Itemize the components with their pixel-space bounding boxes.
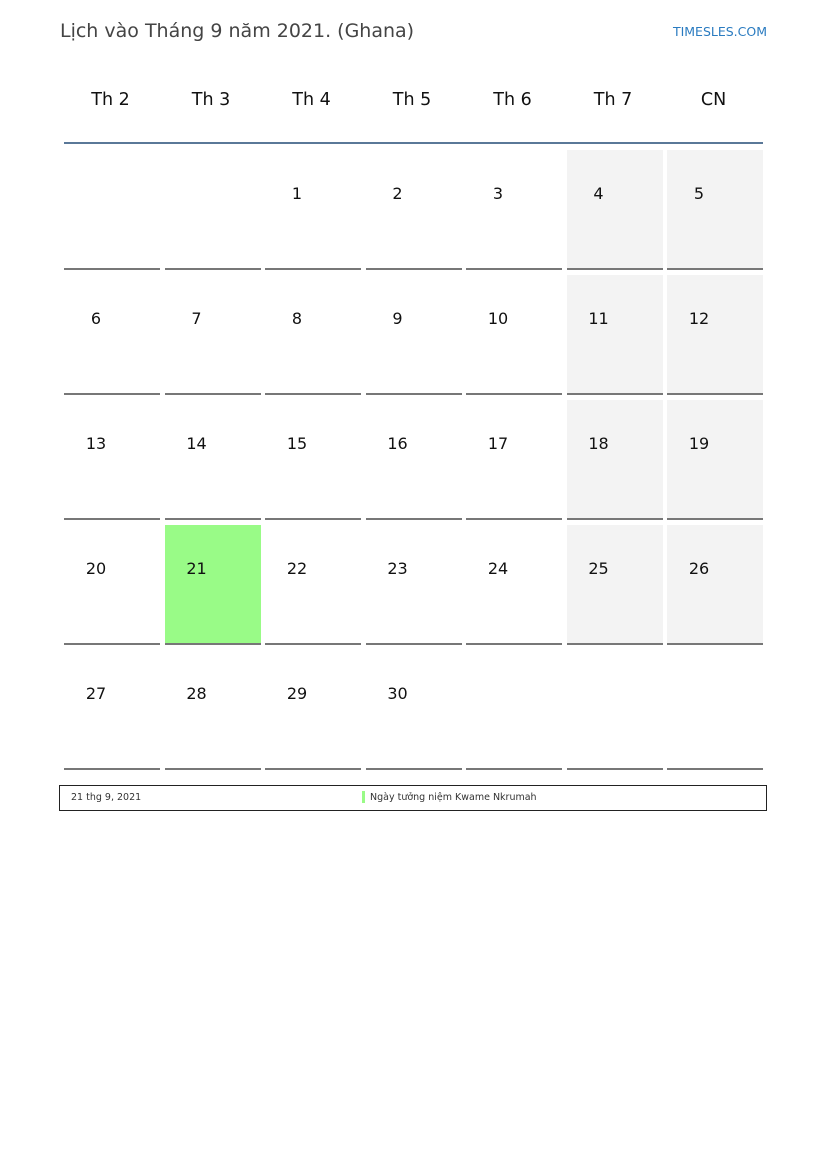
weekday-friday: Th 6 (493, 90, 532, 110)
day-number: 1 (291, 184, 303, 203)
day-cell[interactable] (667, 150, 763, 270)
holiday-legend (59, 785, 767, 811)
weekday-wednesday: Th 4 (292, 90, 331, 110)
day-cell[interactable] (466, 525, 562, 645)
day-number: 24 (487, 559, 509, 578)
weekday-saturday: Th 7 (593, 90, 633, 110)
day-number: 19 (688, 434, 710, 453)
empty-day-cell (165, 150, 261, 270)
day-number: 15 (286, 434, 308, 453)
day-cell[interactable] (265, 400, 361, 520)
weekday-monday: Th 2 (91, 90, 130, 110)
weekday-thursday: Th 5 (392, 90, 432, 110)
day-cell[interactable] (165, 275, 261, 395)
day-cell[interactable] (165, 650, 261, 770)
day-number: 22 (286, 559, 308, 578)
day-cell[interactable] (165, 525, 261, 645)
day-cell[interactable] (366, 400, 462, 520)
day-number: 29 (286, 684, 308, 703)
day-number: 10 (487, 309, 509, 328)
day-number: 30 (387, 684, 408, 703)
day-number: 9 (392, 309, 403, 328)
day-cell[interactable] (64, 400, 160, 520)
empty-day-cell (466, 650, 562, 770)
day-cell[interactable] (165, 400, 261, 520)
day-number: 5 (693, 184, 705, 203)
day-number: 6 (90, 309, 102, 328)
day-number: 16 (387, 434, 408, 453)
day-number: 3 (492, 184, 504, 203)
day-number: 21 (186, 559, 207, 578)
legend-color-swatch (362, 791, 365, 803)
day-cell[interactable] (64, 650, 160, 770)
day-cell[interactable] (366, 150, 462, 270)
legend-event-name: Ngày tưởng niệm Kwame Nkrumah (370, 792, 537, 803)
day-number: 2 (392, 184, 403, 203)
day-cell[interactable] (466, 275, 562, 395)
day-cell[interactable] (667, 275, 763, 395)
day-cell[interactable] (64, 525, 160, 645)
day-cell[interactable] (265, 525, 361, 645)
empty-day-cell (667, 650, 763, 770)
day-cell[interactable] (265, 150, 361, 270)
day-cell[interactable] (567, 400, 663, 520)
day-number: 27 (85, 684, 107, 703)
day-cell[interactable] (366, 275, 462, 395)
day-number: 7 (191, 309, 202, 328)
day-number: 26 (688, 559, 710, 578)
day-number: 28 (186, 684, 207, 703)
day-cell[interactable] (567, 150, 663, 270)
day-cell[interactable] (466, 400, 562, 520)
day-cell[interactable] (667, 525, 763, 645)
page-title: Lịch vào Tháng 9 năm 2021. (Ghana) (60, 20, 415, 42)
day-number: 23 (387, 559, 408, 578)
day-number: 25 (588, 559, 609, 578)
weekday-sunday: CN (700, 90, 727, 110)
empty-day-cell (64, 150, 160, 270)
day-cell[interactable] (64, 275, 160, 395)
day-number: 14 (186, 434, 207, 453)
day-cell[interactable] (567, 275, 663, 395)
brand-link[interactable]: TIMESLES.COM (672, 24, 767, 39)
day-number: 20 (85, 559, 107, 578)
weekday-header-row (62, 90, 764, 120)
day-number: 8 (291, 309, 303, 328)
day-number: 13 (85, 434, 107, 453)
day-number: 12 (688, 309, 710, 328)
header-divider (64, 142, 763, 144)
day-number: 18 (588, 434, 609, 453)
legend-date: 21 thg 9, 2021 (71, 792, 142, 803)
day-cell[interactable] (265, 275, 361, 395)
day-cell[interactable] (366, 525, 462, 645)
day-cell[interactable] (667, 400, 763, 520)
weekday-tuesday: Th 3 (191, 90, 231, 110)
day-number: 11 (588, 309, 609, 328)
day-cell[interactable] (265, 650, 361, 770)
day-number: 4 (593, 184, 604, 203)
day-cell[interactable] (366, 650, 462, 770)
empty-day-cell (567, 650, 663, 770)
day-cell[interactable] (567, 525, 663, 645)
day-number: 17 (487, 434, 509, 453)
day-cell[interactable] (466, 150, 562, 270)
